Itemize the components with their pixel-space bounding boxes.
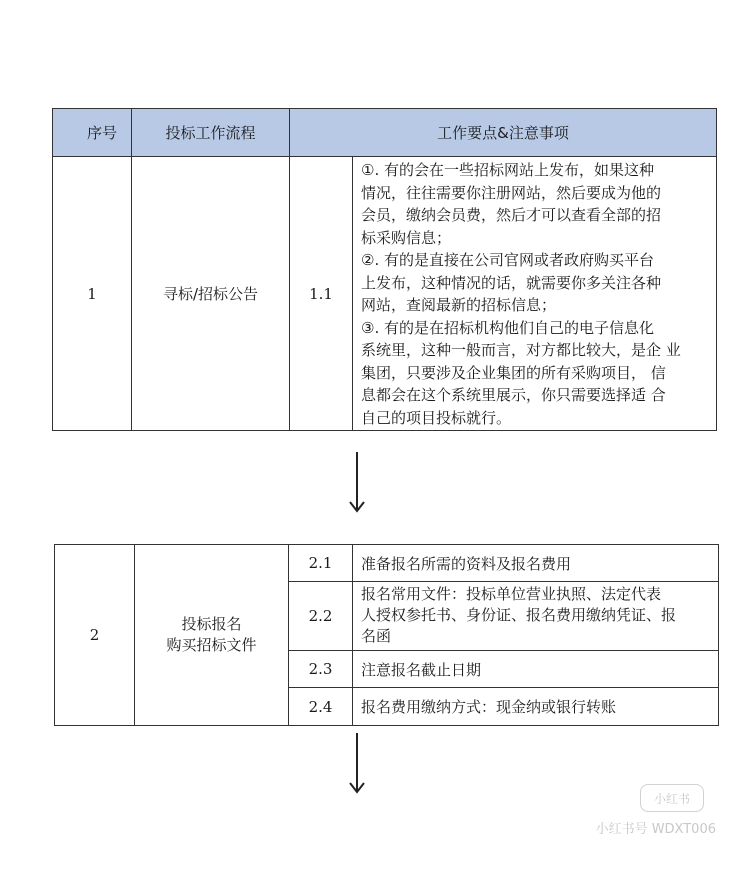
sub-text-2-1: 准备报名所需的资料及报名费用 <box>352 544 719 582</box>
process-line: 投标报名 <box>181 615 242 633</box>
sub-number-2-2: 2.2 <box>288 581 353 651</box>
process-table-2 <box>0 540 750 730</box>
notes-line: ①. 有的会在一些招标网站上发布，如果这种 <box>361 161 654 179</box>
down-arrow-icon <box>348 452 366 514</box>
sub-text-line: 报名常用文件：投标单位营业执照、法定代表 <box>361 585 662 603</box>
process-line: 购买招标文件 <box>166 636 257 654</box>
watermark-logo-text: 小红书 <box>653 791 690 806</box>
watermark-handle: 小红书号 WDXT006 <box>595 822 716 837</box>
notes-line: 会员，缴纳会员费，然后才可以查看全部的招 <box>361 206 662 224</box>
notes-line: 网站，查阅最新的招标信息； <box>361 296 557 314</box>
sub-text-line: 人授权参托书、身份证、报名费用缴纳凭证、报 <box>361 606 677 624</box>
header-notes: 工作要点&注意事项 <box>289 108 717 157</box>
down-arrow-icon <box>348 733 366 795</box>
notes-line: ③. 有的是在招标机构他们自己的电子信息化 <box>361 318 654 337</box>
sub-text-2-2 <box>352 581 719 651</box>
sub-text-2-3: 注意报名截止日期 <box>352 650 719 688</box>
row-sub-number: 1.1 <box>289 156 353 431</box>
row-seq: 2 <box>54 544 135 726</box>
notes-line: 自己的项目投标就行。 <box>361 408 512 427</box>
header-seq: 序号 <box>52 108 132 157</box>
row-process: 寻标/招标公告 <box>131 156 290 431</box>
notes-line: 情况，往往需要你注册网站，然后要成为他的 <box>361 183 662 202</box>
sub-number-2-4: 2.4 <box>288 687 353 726</box>
row-seq: 1 <box>52 156 132 431</box>
notes-line: ②. 有的是直接在公司官网或者政府购买平台 <box>361 251 654 269</box>
sub-number-2-1: 2.1 <box>288 544 353 582</box>
row-process <box>134 544 289 726</box>
sub-text-line: 名函 <box>361 627 392 645</box>
sub-number-2-3: 2.3 <box>288 650 353 688</box>
notes-line: 集团，只要涉及企业集团的所有采购项目， 信 <box>361 363 666 382</box>
notes-line: 息都会在这个系统里展示，你只需要选择适 合 <box>361 386 666 404</box>
row-notes <box>352 156 717 431</box>
watermark-logo <box>640 784 704 812</box>
sub-text-2-4: 报名费用缴纳方式：现金纳或银行转账 <box>352 687 719 726</box>
notes-line: 系统里，这种一般而言，对方都比较大，是企 业 <box>361 341 681 359</box>
notes-line: 标采购信息； <box>361 228 452 247</box>
header-process: 投标工作流程 <box>131 108 290 157</box>
notes-line: 上发布，这种情况的话，就需要你多关注各种 <box>361 273 662 292</box>
